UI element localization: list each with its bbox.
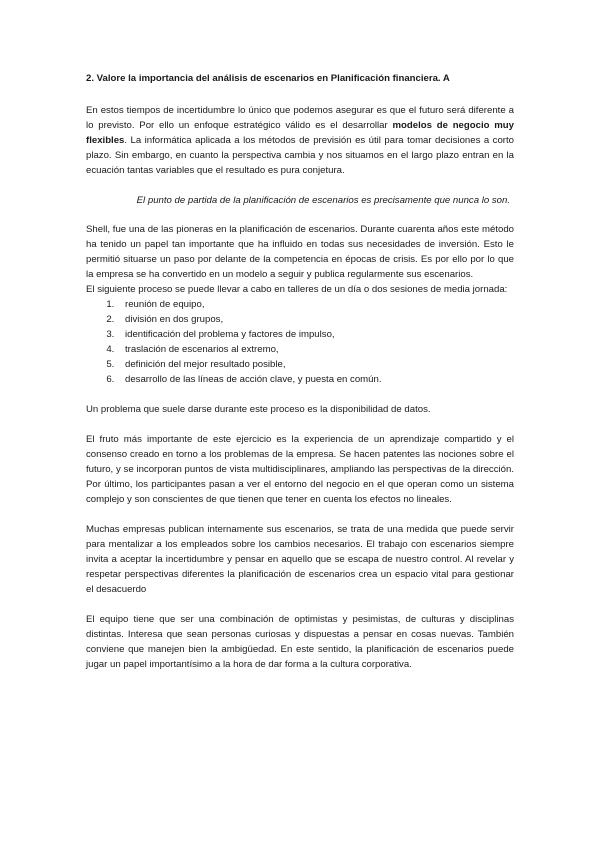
question-number: 2.	[86, 73, 95, 84]
publish-paragraph: Muchas empresas publican internamente sus escenarios, se trata de una medida que puede servir para mentalizar a los empleados sobre los cambios necesarios. El trabajo con escenarios siempre invita a aceptar la incertidumbre y pensar en aquello que se escapa de nuestro control. Al revelar y respetar perspectivas diferentes la planificación de escenarios crea un espacio vital para gestionar el desacuerdo	[86, 524, 514, 595]
intro-text-1: En estos tiempos de incertidumbre lo único que podemos asegurar es que el futuro será diferente a lo previsto. Por ello un enfoque estratégico válido es el desarrollar	[86, 105, 514, 131]
fruit-paragraph: El fruto más importante de este ejercicio es la experiencia de un aprendizaje compartido y el consenso creado en torno a los problemas de la empresa. Se hacen patentes las nociones sobre el futuro, y se incorporan puntos de vista multidisciplinares, ampliando las perspectivas de la dirección. Por último, los participantes pasan a ver el entorno del negocio en el que operan como un sistema complejo y son conscientes de que tienen que tener en cuenta los efectos no lineales.	[86, 434, 514, 505]
document-body	[86, 71, 514, 672]
list-item: 2. división en dos grupos,	[117, 312, 514, 327]
process-intro: El siguiente proceso se puede llevar a cabo en talleres de un día o dos sesiones de media jornada:	[86, 284, 508, 295]
process-steps-list	[86, 297, 514, 387]
list-item: 6. desarrollo de las líneas de acción clave, y puesta en común.	[117, 372, 514, 387]
question-title	[86, 71, 514, 86]
question-text: Valore la importancia del análisis de escenarios en Planificación financiera. A	[94, 73, 450, 84]
shell-paragraph: Shell, fue una de las pioneras en la planificación de escenarios. Durante cuarenta años este método ha tenido un papel tan importante que ha influido en todas sus necesidades de inversión. Esto le permitió situarse un paso por delante de la competencia en épocas de crisis. Es por ello por lo que la empresa se ha convertido en un modelo a seguir y publica regularmente sus escenarios.	[86, 224, 514, 280]
list-item: 3. identificación del problema y factores de impulso,	[117, 327, 514, 342]
list-item: 1. reunión de equipo,	[117, 297, 514, 312]
list-item: 5. definición del mejor resultado posible,	[117, 357, 514, 372]
intro-text-2: . La informática aplicada a los métodos de previsión es útil para tomar decisiones a corto plazo. Sin embargo, en cuanto la perspectiva cambia y nos situamos en el largo plazo entran en la ecuación tantas variables que el resultado es pura conjetura.	[86, 135, 514, 176]
intro-bold-text: modelos de negocio muy flexibles	[86, 120, 514, 146]
list-item: 4. traslación de escenarios al extremo,	[117, 342, 514, 357]
intro-paragraph	[86, 103, 514, 178]
italic-quote: El punto de partida de la planificación de escenarios es precisamente que nunca lo son.	[136, 195, 510, 206]
team-paragraph: El equipo tiene que ser una combinación de optimistas y pesimistas, de culturas y disciplinas distintas. Interesa que sean personas curiosas y dispuestas a pensar en cosas nuevas. También conviene que manejen bien la ambigüedad. En este sentido, la planificación de escenarios puede jugar un papel importantísimo a la hora de dar forma a la cultura corporativa.	[86, 614, 514, 670]
problem-paragraph: Un problema que suele darse durante este proceso es la disponibilidad de datos.	[86, 404, 431, 415]
